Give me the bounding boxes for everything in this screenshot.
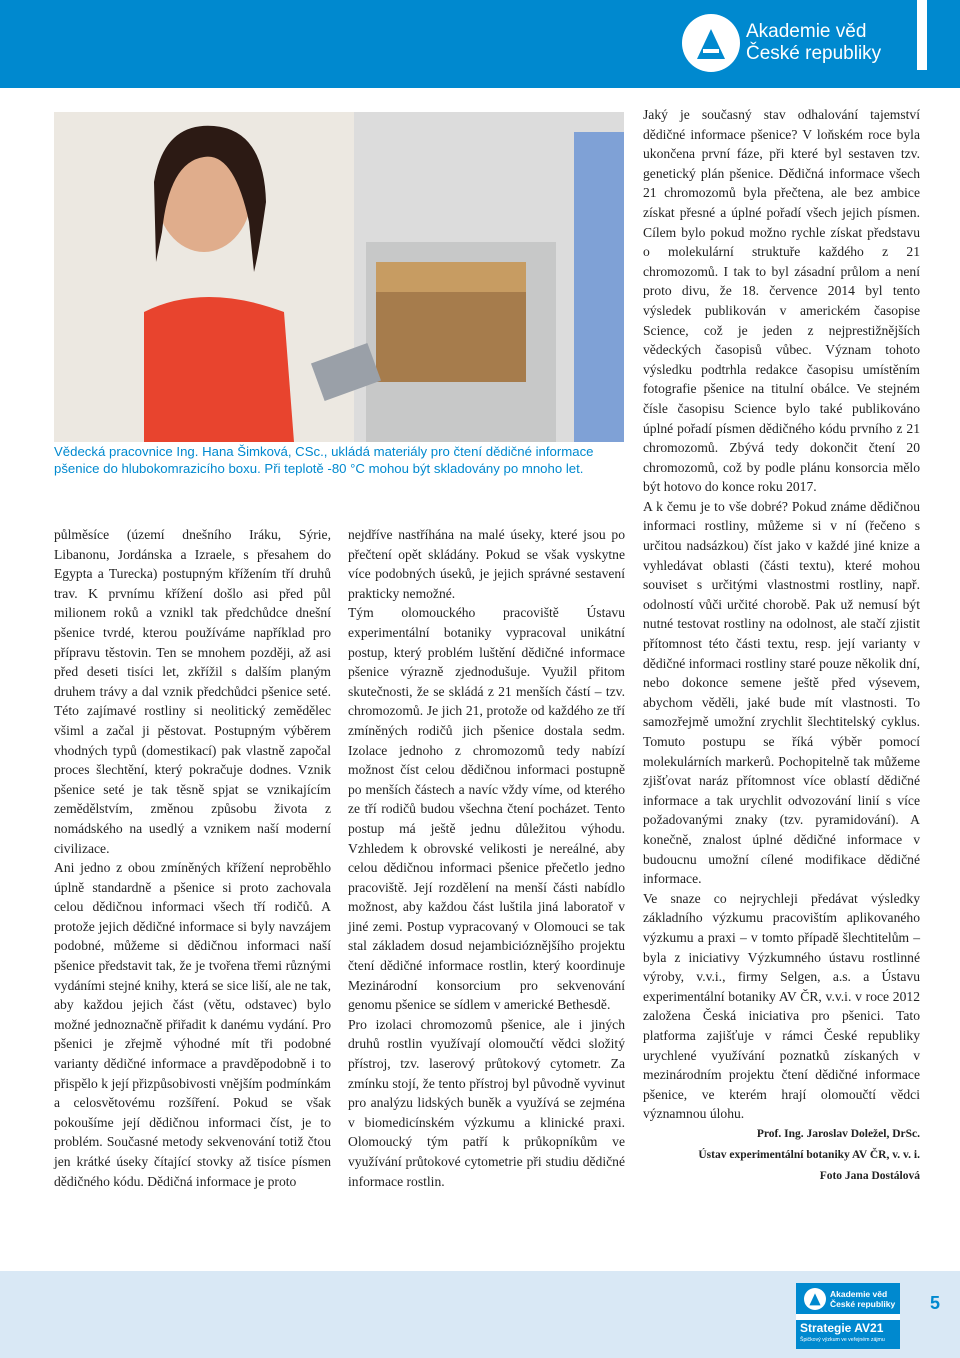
- footer-academy-line2: České republiky: [830, 1299, 896, 1309]
- author-institute: Ústav experimentální botaniky AV ČR, v. v. i.: [698, 1148, 920, 1161]
- photo-credit: Foto Jana Dostálová: [819, 1169, 920, 1182]
- footer-academy-logo: [804, 1288, 895, 1310]
- column3-paragraph: Ve snaze co nejrychleji předávat výsledky základního výzkumu pracovištím aplikovaného výzkumu a praxi – v tomto případě šlechtitelům – byla z iniciativy Výzkumného ústavu rostlinné výroby, v.v.i., firmy Selgen, a.s. a Ústavu experimentální botaniky AV ČR, v.v.i. v roce 2012 založena Česká iniciativa pro pšenici. Tato platforma zajišťuje v rámci České republiky urychlené využívání poznatků získaných v mezinárodním projektu čtení dědičné informace pšenice, ve kterém hrají olomoučtí vědci významnou úlohu.: [643, 890, 920, 1122]
- strategy-title: Strategie AV21: [800, 1321, 884, 1335]
- footer-logo-divider: [796, 1314, 900, 1320]
- academy-emblem-icon: [804, 1288, 826, 1310]
- strategy-logo[interactable]: [796, 1283, 900, 1349]
- signature-block: [643, 1124, 920, 1187]
- header-accent-stripe: [917, 0, 927, 70]
- article-column-1: [54, 525, 331, 1191]
- page-number: 5: [930, 1293, 941, 1313]
- header-bar: [0, 0, 960, 88]
- academy-name-line2: České republiky: [746, 43, 882, 64]
- column1-paragraph: Ani jedno z obou zmíněných křížení neproběhlo úplně standardně a pšenice si proto zachovala celou dědičnou informaci všech tří rodičů. A protože jejich dědičné informace si byly navzájem podobné, můžeme si dědičnou informaci naší pšenice představit tak, že je tvořena třemi různými vydáními stejné knihy, která se sice liší, ale ne tak, aby každou jejich část (větu, odstavec) bylo možné jednoznačně přiřadit k danému vydání. Pro pšenici je zřejmě výhodné mít tři podobné varianty dědičné informace a pravděpodobně i to přispělo k její přizpůsobivosti vnějším podmínkám a celosvětovému rozšíření. Pokud se však pokoušíme její dědičnou informaci číst, je to problém. Současné metody sekvenování totiž čtou jen krátké úseky čítající stovky až tisíce písmen dědičného kódu. Dědičná informace je proto: [54, 860, 331, 1189]
- article-column-2: [348, 525, 625, 1191]
- author-name: Prof. Ing. Jaroslav Doležel, DrSc.: [756, 1127, 920, 1140]
- academy-name: [746, 21, 881, 65]
- article-photo: [54, 112, 624, 442]
- article-column-3: [643, 105, 920, 1187]
- academy-logo[interactable]: [682, 14, 881, 72]
- column2-paragraph: Pro izolaci chromozomů pšenice, ale i jiných druhů rostlin využívají olomoučtí vědci složitý přístroj, tzv. laserový průtokový cytometr. Za zmínku stojí, že tento přístroj byl původně vyvinut pro analýzu lidských buněk a využívá se zejména v biomedicínském výzkumu a klinické praxi. Olomoucký tým patří k průkopníkům ve využívání průtokové cytometrie při studiu dědičné informace rostlin.: [348, 1016, 625, 1189]
- column1-paragraph: půlměsíce (území dnešního Iráku, Sýrie, Libanonu, Jordánska a Izraele, s přesahem do Egypta a Turecka) postupným křížením tří druhů trav. K prvnímu křížení došlo asi před půl milionem roků a vznikl tak předchůdce dnešní pšenice tvrdé, kterou používáme například pro přípravu těstovin. Ten se mnohem později, až asi před deseti tisíci let, zkřížil s dalším planým druhem trávy a dal vznik předchůdci pšenice seté. Této zajímavé rostliny si neolitický zemědělec všiml a začal ji pěstovat. Postupným výběrem vhodných typů (domestikací) pak vlastně započal proces šlechtění, který pokračuje dodnes. Vznik pšenice seté je tak těsně spjat se vznikajícím zemědělstvím, změnou způsobu života z nomádského na usedlý a vznikem naší moderní civilizace.: [54, 527, 331, 856]
- column3-paragraph: Jaký je současný stav odhalování tajemství dědičné informace pšenice? V loňském roce byla ukončena první fáze, při které byl sestaven tzv. genetický plán pšenice. Dědičná informace všech 21 chromozomů byla přečtena, ale bez ambice získat přesné a úplné pořadí všech jejich písmen. Cílem bylo pokud možno rychle získat představu o molekulární struktuře každého z 21 chromozomů. I tak to byl zásadní průlom a není proto divu, že 18. července 2014 byl tento výsledek publikován v americkém časopise Science, což je jeden z nejprestižnějších vědeckých časopisů vůbec. Význam tohoto výsledku podtrhla redakce časopisu umístěním fotografie pšenice na titulní obálce. Ve stejném čísle časopisu Science bylo také publikováno úplné pořadí písmen dědičného kódu prvního z 21 chromozomů. Zbývá tedy dokončit čtení 20 chromozomů, což by podle plánu konsorcia mělo být hotovo do konce roku 2017.: [643, 107, 920, 495]
- academy-emblem-icon: [682, 14, 740, 72]
- column3-paragraph: A k čemu je to vše dobré? Pokud známe dědičnou informaci rostliny, můžeme si v ní (řečeno s určitou nadsázkou) číst jako v každé jiné knize a vyhledávat oblasti (části textu), které mohou souviset s určitými vlastnostmi rostliny, např. odolností vůči určité chorobě. Pak už nemusí být nutné testovat rostliny na odolnost, ale stačí zjistit přítomnost této části textu, resp. její varianty v dědičné informaci rostliny staré pouze několik dní, nebo dokonce semene ještě před výsevem, abychom věděli, jaké bude mít vlastnosti. To samozřejmě umožní zrychlit šlechtitelský cyklus. Tomuto postupu se říká výběr pomocí molekulárních markerů. Pochopitelně tak můžeme zjišťovat naráz přítomnost více oblastí dědičné informace a tak urychlit odvozování linií s více požadovanými znaky (tzv. pyramidování). A konečně, znalost úplné dědičné informace v budoucnu umožní cílené modifikace dědičné informace.: [643, 498, 920, 887]
- strategy-subtitle: Špičkový výzkum ve veřejném zájmu: [800, 1337, 885, 1343]
- column2-paragraph: Tým olomouckého pracoviště Ústavu experimentální botaniky vypracoval unikátní postup, který problém luštění dědičné informace pšenice výrazně zjednodušuje. Využil přitom skutečnosti, že se skládá z 21 menších částí – tzv. chromozomů. Je jich 21, protože od každého ze tří zmíněných rodičů jich pšenice dostala sedm. Izolace jednoho z chromozomů tedy nabízí možnost číst celou dědičnou informaci postupně po menších částech a navíc vždy víme, od kterého ze tří rodičů budou všechna čtení pocházet. Tento postup má ještě jednu důležitou výhodu. Vzhledem k obrovské velikosti je nereálné, aby celou dědičnou informaci pšenice přečetlo jedno pracoviště. Její rozdělení na menší části nabídlo možnost, aby každou část luštila jiná laboratoř v jiné zemi. Postup vypracovaný v Olomouci se tak stal základem dosud nejambicióznějšího projektu čtení dědičné informace rostlin, který koordinuje Mezinárodní konsorcium pro sekvenování genomu pšenice se sídlem v americké Bethesdě.: [348, 605, 625, 1013]
- academy-name-line1: Akademie věd: [746, 21, 867, 42]
- footer-academy-line1: Akademie věd: [830, 1289, 888, 1299]
- column2-paragraph: nejdříve nastříhána na malé úseky, které jsou po přečtení opět skládány. Pokud se však vyskytne více podobných úseků, je jejich správné sestavení prakticky nemožné.: [348, 527, 625, 601]
- footer-academy-name: [830, 1289, 895, 1309]
- photo-caption: Vědecká pracovnice Ing. Hana Šimková, CSc., ukládá materiály pro čtení dědičné informace pšenice do hlubokomrazicího boxu. Při teplotě -80 °C mohou být skladovány po mnoho let.: [54, 444, 594, 476]
